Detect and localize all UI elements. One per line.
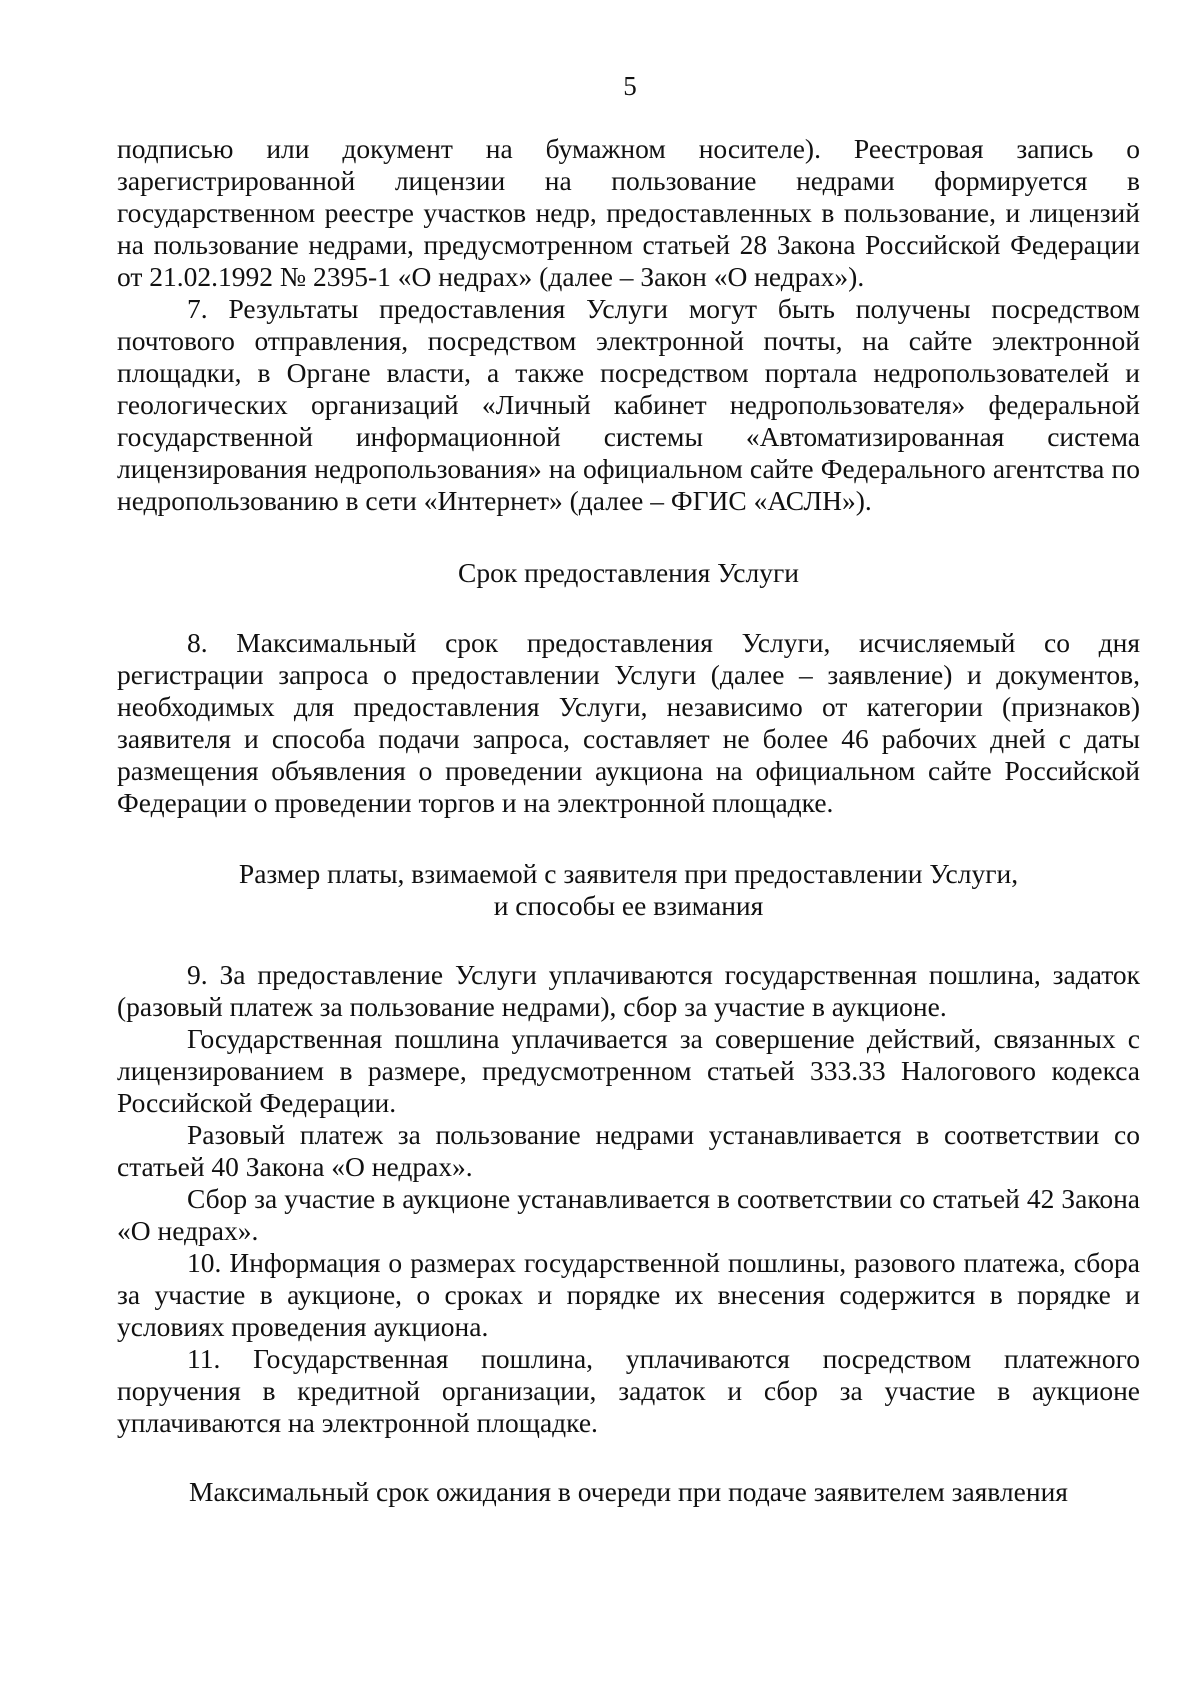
- paragraph-9-one-time-payment: Разовый платеж за пользование недрами устанавливается в соответствии со статьей 40 Закона «О недрах».: [117, 1119, 1140, 1182]
- paragraph-11: 11. Государственная пошлина, уплачиваются посредством платежного поручения в кредитной организации, задаток и сбор за участие в аукционе уплачиваются на электронной площадке.: [117, 1343, 1140, 1438]
- document-body: [117, 133, 1140, 1508]
- paragraph-8: 8. Максимальный срок предоставления Услуги, исчисляемый со дня регистрации запроса о предоставлении Услуги (далее – заявление) и документов, необходимых для предоставления Услуги, независимо от категории (признаков) заявителя и способа подачи запроса, составляет не более 46 рабочих дней с даты размещения объявления о проведении аукциона на официальном сайте Российской Федерации о проведении торгов и на электронной площадке.: [117, 627, 1140, 818]
- page-number: 5: [623, 71, 637, 101]
- paragraph-9-auction-fee: Сбор за участие в аукционе устанавливается в соответствии со статьей 42 Закона «О недрах».: [117, 1183, 1140, 1246]
- section-heading-term: Срок предоставления Услуги: [458, 557, 799, 588]
- section-heading-fee: [117, 858, 1140, 922]
- section-heading-fee-line1: Размер платы, взимаемой с заявителя при предоставлении Услуги,: [238, 858, 1019, 889]
- paragraph-9-state-duty: Государственная пошлина уплачивается за совершение действий, связанных с лицензированием в размере, предусмотренном статьей 333.33 Налогового кодекса Российской Федерации.: [117, 1023, 1140, 1118]
- paragraph-9: 9. За предоставление Услуги уплачиваются государственная пошлина, задаток (разовый платеж за пользование недрами), сбор за участие в аукционе.: [117, 959, 1140, 1022]
- section-heading-fee-line2: и способы ее взимания: [493, 890, 764, 921]
- paragraph-continuation: подписью или документ на бумажном носителе). Реестровая запись о зарегистрированной лицензии на пользование недрами формируется в государственном реестре участков недр, предоставленных в пользование, и лицензий на пользование недрами, предусмотренном статьей 28 Закона Российской Федерации от 21.02.1992 № 2395-1 «О недрах» (далее – Закон «О недрах»).: [117, 133, 1140, 292]
- paragraph-7: 7. Результаты предоставления Услуги могут быть получены посредством почтового отправления, посредством электронной почты, на сайте электронной площадки, в Органе власти, а также посредством портала недропользователей и геологических организаций «Личный кабинет недропользователя» федеральной государственной информационной системы «Автоматизированная система лицензирования недропользования» на официальном сайте Федерального агентства по недропользованию в сети «Интернет» (далее – ФГИС «АСЛН»).: [117, 293, 1140, 516]
- section-heading-queue: Максимальный срок ожидания в очереди при подаче заявителем заявления: [189, 1476, 1068, 1507]
- paragraph-10: 10. Информация о размерах государственной пошлины, разового платежа, сбора за участие в аукционе, о сроках и порядке их внесения содержится в порядке и условиях проведения аукциона.: [117, 1247, 1140, 1342]
